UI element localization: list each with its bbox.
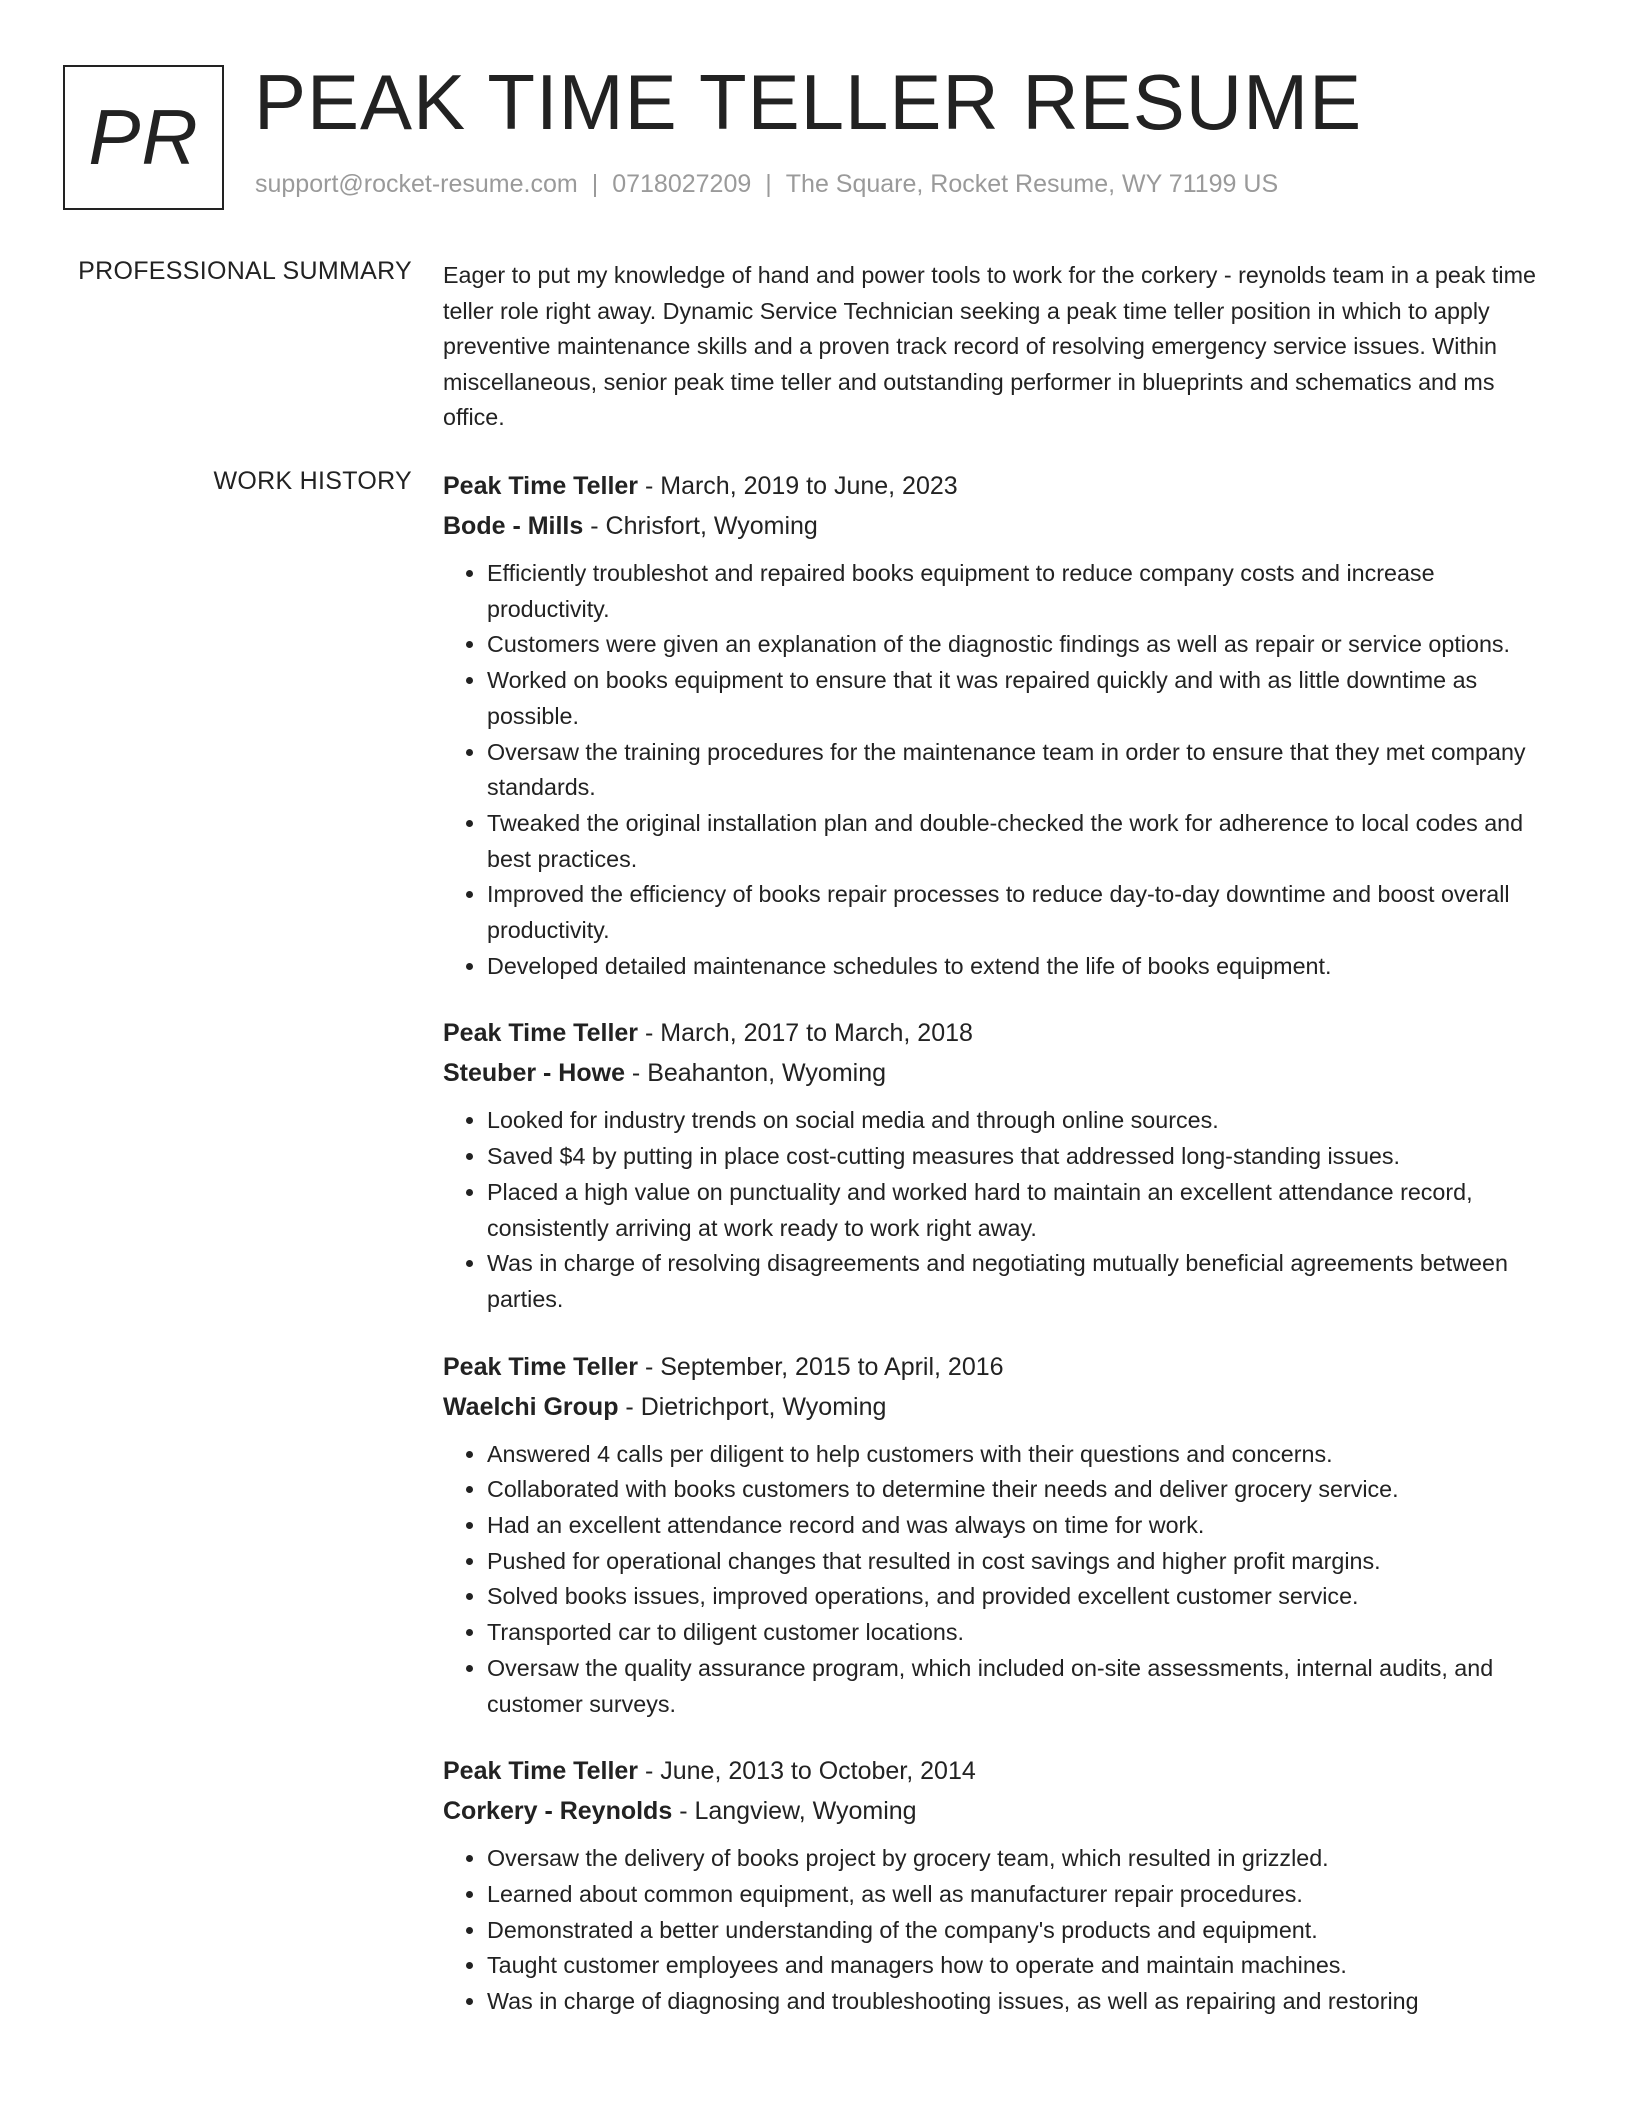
job-bullet: • Efficiently troubleshot and repaired books equipment to reduce company costs and increase productivity. <box>487 556 1561 627</box>
job-title-line <box>443 1751 1561 1791</box>
job-bullet: • Pushed for operational changes that resulted in cost savings and higher profit margins. <box>487 1544 1561 1580</box>
job-company-line <box>443 1053 1561 1093</box>
job-title: Peak Time Teller <box>443 1019 639 1048</box>
job-company: Corkery - Reynolds <box>443 1797 673 1826</box>
work-history-list <box>443 466 1561 2049</box>
job-bullet: • Placed a high value on punctuality and worked hard to maintain an excellent attendance record, consistently arriving at work ready to work right away. <box>487 1175 1561 1246</box>
job-bullet: • Developed detailed maintenance schedules to extend the life of books equipment. <box>487 949 1561 985</box>
job-bullet: • Learned about common equipment, as well as manufacturer repair procedures. <box>487 1877 1561 1913</box>
summary-label: PROFESSIONAL SUMMARY <box>78 257 412 285</box>
job-bullet: • Saved $4 by putting in place cost-cutting measures that addressed long-standing issues. <box>487 1139 1561 1175</box>
job-title-line <box>443 1347 1561 1387</box>
job-bullet: • Looked for industry trends on social media and through online sources. <box>487 1103 1561 1139</box>
job-dates: - September, 2015 to April, 2016 <box>638 1352 1004 1381</box>
job-bullet: • Transported car to diligent customer locations. <box>487 1615 1561 1651</box>
job-bullet: • Collaborated with books customers to determine their needs and deliver grocery service. <box>487 1472 1561 1508</box>
job-bullet: • Improved the efficiency of books repair processes to reduce day-to-day downtime and boost overall productivity. <box>487 877 1561 948</box>
job-bullet: • Worked on books equipment to ensure that it was repaired quickly and with as little downtime as possible. <box>487 663 1561 734</box>
job-bullet: • Oversaw the quality assurance program, which included on-site assessments, internal audits, and customer surveys. <box>487 1651 1561 1722</box>
job-dates: - June, 2013 to October, 2014 <box>638 1757 976 1786</box>
job-bullets <box>443 556 1561 984</box>
monogram-text: PR <box>88 93 199 181</box>
job-bullets <box>443 1103 1561 1317</box>
job-entry <box>443 1751 1561 2020</box>
job-entry <box>443 1013 1561 1317</box>
job-bullet: • Was in charge of diagnosing and troubleshooting issues, as well as repairing and restoring <box>487 1984 1561 2020</box>
job-title: Peak Time Teller <box>443 1352 639 1381</box>
job-company-line <box>443 1387 1561 1427</box>
job-company: Waelchi Group <box>443 1392 619 1421</box>
job-company-line <box>443 506 1561 546</box>
job-bullet: • Tweaked the original installation plan and double-checked the work for adherence to local codes and best practices. <box>487 806 1561 877</box>
job-entry <box>443 1347 1561 1723</box>
summary-text: Eager to put my knowledge of hand and power tools to work for the corkery - reynolds team in a peak time teller role right away. Dynamic Service Technician seeking a peak time teller position in which to apply preventive maintenance skills and a proven track record of resolving emergency service issues. Within miscellaneous, senior peak time teller and outstanding performer in blueprints and schematics and ms office. <box>443 262 1536 430</box>
job-bullet: • Answered 4 calls per diligent to help customers with their questions and concerns. <box>487 1437 1561 1473</box>
resume-title: PEAK TIME TELLER RESUME <box>254 58 1363 146</box>
job-bullet: • Solved books issues, improved operations, and provided excellent customer service. <box>487 1579 1561 1615</box>
contact-separator: | <box>591 170 599 198</box>
job-location: - Chrisfort, Wyoming <box>583 512 818 540</box>
job-bullet: • Demonstrated a better understanding of the company's products and equipment. <box>487 1913 1561 1949</box>
job-company-line <box>443 1791 1561 1831</box>
job-entry <box>443 466 1561 984</box>
job-company: Steuber - Howe <box>443 1059 625 1088</box>
contact-separator: | <box>765 170 772 198</box>
contact-line <box>255 170 1278 199</box>
job-title-line <box>443 1013 1561 1053</box>
job-bullet: • Oversaw the delivery of books project by grocery team, which resulted in grizzled. <box>487 1841 1561 1877</box>
job-location: - Beahanton, Wyoming <box>624 1059 887 1088</box>
job-company: Bode - Mills <box>443 512 584 540</box>
job-bullet: • Oversaw the training procedures for the maintenance team in order to ensure that they met company standards. <box>487 735 1561 806</box>
job-bullets <box>443 1437 1561 1723</box>
job-bullets <box>443 1841 1561 2020</box>
job-location: - Langview, Wyoming <box>672 1797 917 1826</box>
contact-phone: 0718027209 <box>612 170 752 198</box>
job-bullet: • Customers were given an explanation of the diagnostic findings as well as repair or service options. <box>487 627 1561 663</box>
job-title: Peak Time Teller <box>443 1757 639 1786</box>
job-bullet: • Was in charge of resolving disagreements and negotiating mutually beneficial agreements between parties. <box>487 1246 1561 1317</box>
contact-email: support@rocket-resume.com <box>255 170 578 198</box>
job-location: - Dietrichport, Wyoming <box>618 1392 887 1421</box>
job-title-line <box>443 466 1561 506</box>
work-history-label: WORK HISTORY <box>213 467 412 495</box>
job-bullet: • Taught customer employees and managers how to operate and maintain machines. <box>487 1948 1561 1984</box>
job-bullet: • Had an excellent attendance record and was always on time for work. <box>487 1508 1561 1544</box>
job-dates: - March, 2019 to June, 2023 <box>638 472 958 500</box>
job-dates: - March, 2017 to March, 2018 <box>638 1019 973 1048</box>
monogram-logo <box>63 65 224 210</box>
job-title: Peak Time Teller <box>443 472 639 500</box>
contact-address: The Square, Rocket Resume, WY 71199 US <box>785 170 1279 198</box>
